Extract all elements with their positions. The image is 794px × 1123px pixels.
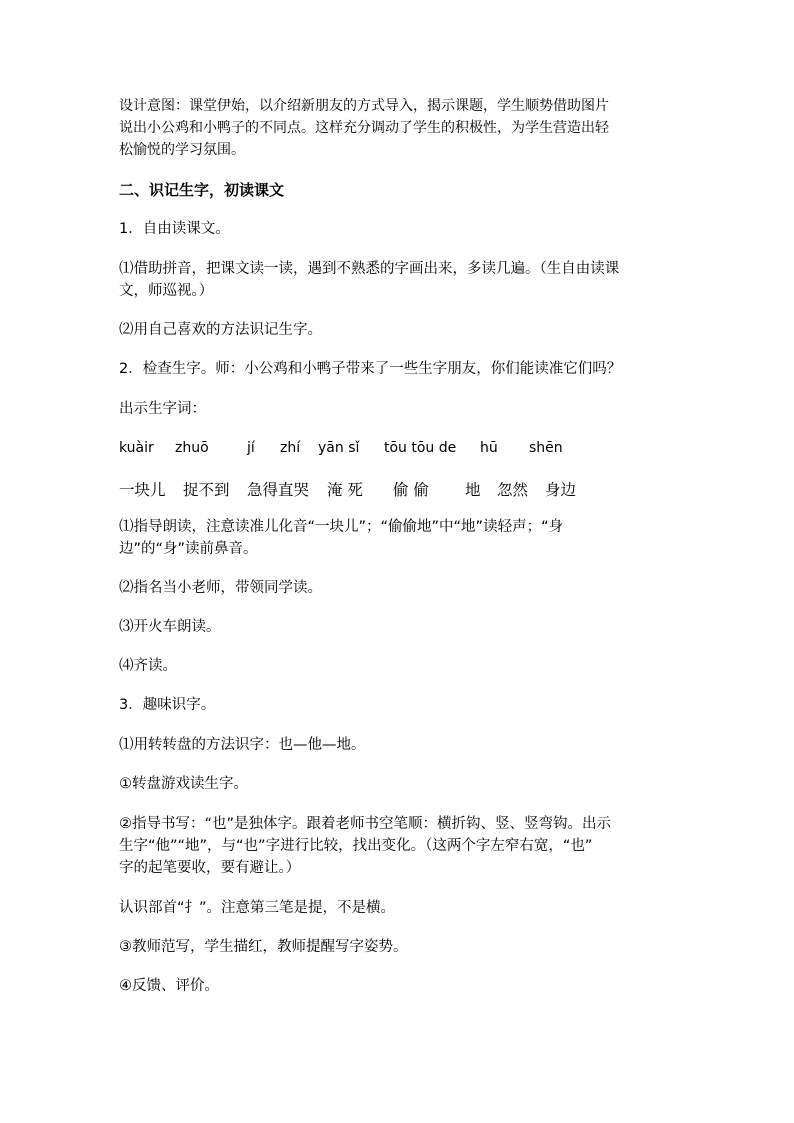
step2-note1-line-2: 边”的“身”读前鼻音。 (119, 541, 258, 557)
words-row (119, 478, 679, 500)
pinyin-row (119, 440, 679, 460)
step2-note3: ⑶开火车朗读。 (119, 619, 221, 635)
step1-item1-line-1: ⑴借助拼音，把课文读一读，遇到不熟悉的字画出来，多读几遍。（生自由读课 (119, 261, 620, 277)
pinyin-item: shēn (529, 440, 563, 456)
step3-sub2-line-2: 生字“他”“地”，与“也”字进行比较，找出变化。（这两个字左窄右宽，“也” (119, 838, 593, 854)
word-item: 忽然 (497, 481, 529, 499)
step2-note1-line-1: ⑴指导朗读，注意读准儿化音“一块儿”；“偷偷地”中“地”读轻声；“身 (119, 519, 564, 535)
step3-sub2-line-3: 字的起笔要收，要有避让。） (119, 860, 301, 876)
word-item: 一块儿 (119, 481, 166, 499)
show-words-label: 出示生字词： (119, 401, 206, 417)
step1-item2: ⑵用自己喜欢的方法识记生字。 (119, 322, 322, 338)
step2-note2: ⑵指名当小老师，带领同学读。 (119, 580, 322, 596)
word-item: 捉不到 (183, 481, 230, 499)
pinyin-item: tōu tōu de (384, 440, 457, 456)
word-item: 急得直哭 (247, 481, 310, 499)
step3-sub3: ③教师范写，学生描红，教师提醒写字姿势。 (119, 939, 408, 955)
pinyin-item: kuàir (119, 440, 154, 456)
word-item: 偷 偷 (393, 481, 429, 499)
step3-item1: ⑴用转转盘的方法识字：也—他—地。 (119, 737, 366, 753)
word-item: 地 (465, 481, 481, 499)
step3-sub4: ④反馈、评价。 (119, 978, 219, 994)
design-intent-line-2: 说出小公鸡和小鸭子的不同点。这样充分调动了学生的积极性，为学生营造出轻 (119, 120, 609, 136)
step3-sub1: ①转盘游戏读生字。 (119, 776, 248, 792)
step2-title: 2．检查生字。师：小公鸡和小鸭子带来了一些生字朋友，你们能读准它们吗？ (119, 361, 622, 377)
design-intent-line-1: 设计意图：课堂伊始，以介绍新朋友的方式导入，揭示课题，学生顺势借助图片 (119, 98, 609, 114)
word-item: 淹 死 (327, 481, 363, 499)
step3-title: 3．趣味识字。 (119, 697, 216, 713)
pinyin-item: yān sǐ (318, 440, 360, 456)
word-item: 身边 (545, 481, 577, 499)
step3-sub2-line-1: ②指导书写：“也”是独体字。跟着老师书空笔顺：横折钩、竖、竖弯钩。出示 (119, 816, 612, 832)
pinyin-item: jí (247, 440, 255, 456)
pinyin-item: hū (480, 440, 498, 456)
design-intent-line-3: 松愉悦的学习氛围。 (119, 142, 245, 158)
pinyin-item: zhí (280, 440, 301, 456)
step2-note4: ⑷齐读。 (119, 658, 177, 674)
step3-radical: 认识部首“扌”。注意第三笔是提，不是横。 (119, 900, 396, 916)
step1-title: 1．自由读课文。 (119, 221, 230, 237)
section-heading: 二、识记生字，初读课文 (119, 181, 285, 199)
pinyin-item: zhuō (175, 440, 209, 456)
step1-item1-line-2: 文，师巡视。） (119, 283, 214, 299)
